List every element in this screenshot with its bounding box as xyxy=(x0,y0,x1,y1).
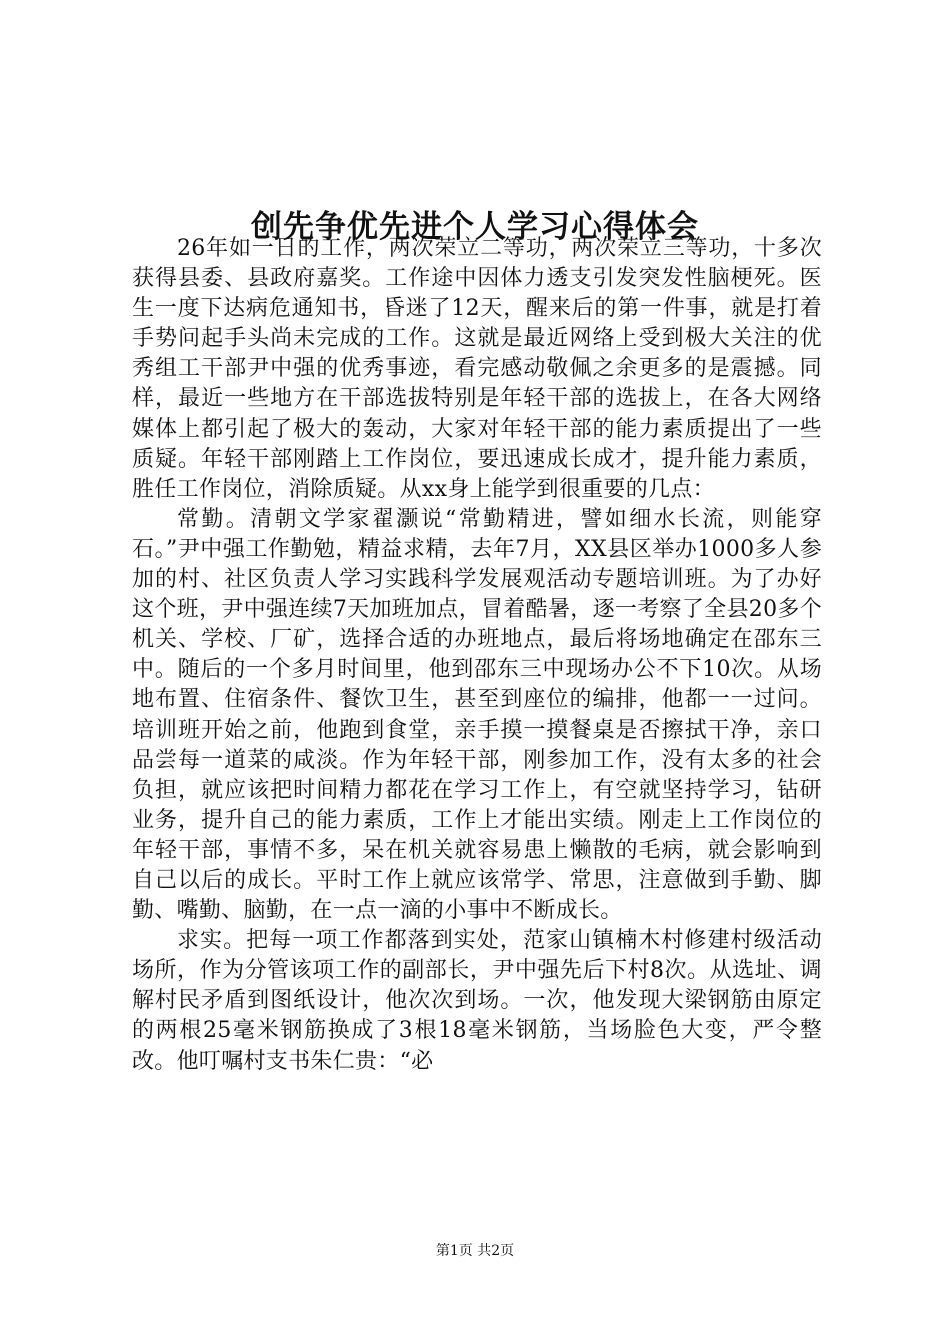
paragraph-pragmatism: 求实。把每一项工作都落到实处，范家山镇楠木村修建村级活动场所，作为分管该项工作的副部长，尹中强先后下村8次。从选址、调解村民矛盾到图纸设计，他次次到场。一次，他发现大梁钢筋由原定的两根25毫米钢筋换成了3根18毫米钢筋，当场脸色大变，严令整改。他叮嘱村支书朱仁贵：“必 xyxy=(132,928,822,1074)
page-number-footer: 第1页 共2页 xyxy=(435,1243,515,1259)
document-title: 创先争优先进个人学习心得体会 xyxy=(251,208,699,245)
paragraph-intro: 26年如一日的工作，两次荣立二等功，两次荣立三等功，十多次获得县委、县政府嘉奖。工作途中因体力透支引发突发性脑梗死。医生一度下达病危通知书，昏迷了12天，醒来后的第一件事，就是打着手势问起手头尚未完成的工作。这就是最近网络上受到极大关注的优秀组工干部尹中强的优秀事迹，看完感动敬佩之余更多的是震撼。同样，最近一些地方在干部选拔特别是年轻干部的选拔上，在各大网络媒体上都引起了极大的轰动，大家对年轻干部的能力素质提出了一些质疑。年轻干部刚踏上工作岗位，要迅速成长成才，提升能力素质，胜任工作岗位，消除质疑。从xx身上能学到很重要的几点： xyxy=(132,236,822,502)
document-body xyxy=(132,234,822,1077)
paragraph-diligence: 常勤。清朝文学家翟灏说“常勤精进，譬如细水长流，则能穿石。”尹中强工作勤勉，精益求精，去年7月，XX县区举办1000多人参加的村、社区负责人学习实践科学发展观活动专题培训班。为了办好这个班，尹中强连续7天加班加点，冒着酷暑，逐一考察了全县20多个机关、学校、厂矿，选择合适的办班地点，最后将场地确定在邵东三中。随后的一个多月时间里，他到邵东三中现场办公不下10次。从场地布置、住宿条件、餐饮卫生，甚至到座位的编排，他都一一过问。培训班开始之前，他跑到食堂，亲手摸一摸餐桌是否擦拭干净，亲口品尝每一道菜的咸淡。作为年轻干部，刚参加工作，没有太多的社会负担，就应该把时间精力都花在学习工作上，有空就坚持学习，钻研业务，提升自己的能力素质，工作上才能出实绩。刚走上工作岗位的年轻干部，事情不多，呆在机关就容易患上懒散的毛病，就会影响到自己以后的成长。平时工作上就应该常学、常思，注意做到手勤、脚勤、嘴勤、脑勤，在一点一滴的小事中不断成长。 xyxy=(132,506,822,924)
